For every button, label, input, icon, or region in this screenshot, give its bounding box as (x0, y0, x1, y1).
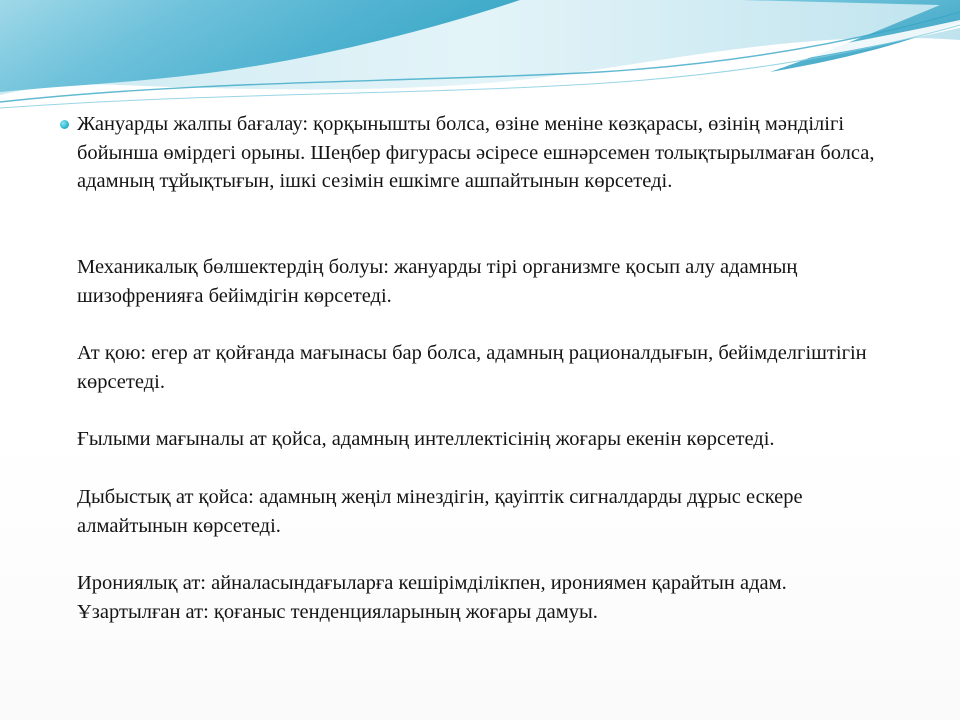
paragraph-ironic-name: Ирониялық ат: айналасындағыларға кешірімділікпен, ирониямен қарайтын адам. Ұзартылған ат: қоғаныс тенденцияларының жоғары дамуы. (77, 572, 787, 623)
bullet-icon (60, 120, 69, 129)
paragraph-mechanical-parts: Механикалық бөлшектердің болуы: жануарды тірі организмге қосып алу адамның шизофренияға бейімдігін көрсетеді. (77, 256, 798, 307)
wave-header-decoration (0, 0, 960, 125)
paragraph-naming: Ат қою: егер ат қойғанда мағынасы бар болса, адамның рационалдығын, бейімделгіштігін көрсетеді. (77, 342, 867, 393)
paragraph-sound-name: Дыбыстық ат қойса: адамның жеңіл мінездігін, қауіптік сигналдарды дұрыс ескере алмайтынын көрсетеді. (77, 486, 803, 537)
slide-content (60, 110, 920, 670)
paragraph-scientific-name: Ғылыми мағыналы ат қойса, адамның интеллектісінің жоғары екенін көрсетеді. (77, 428, 775, 450)
paragraph-animal-assessment: Жануарды жалпы бағалау: қорқынышты болса, өзіне меніне көзқарасы, өзінің мәнділігі бойынша өмірдегі орыны. Шеңбер фигурасы әсіресе ешнәрсемен толықтырылмаған болса, адамның тұйықтығын, ішкі сезімін ешкімге ашпайтынын көрсетеді. (77, 113, 875, 192)
